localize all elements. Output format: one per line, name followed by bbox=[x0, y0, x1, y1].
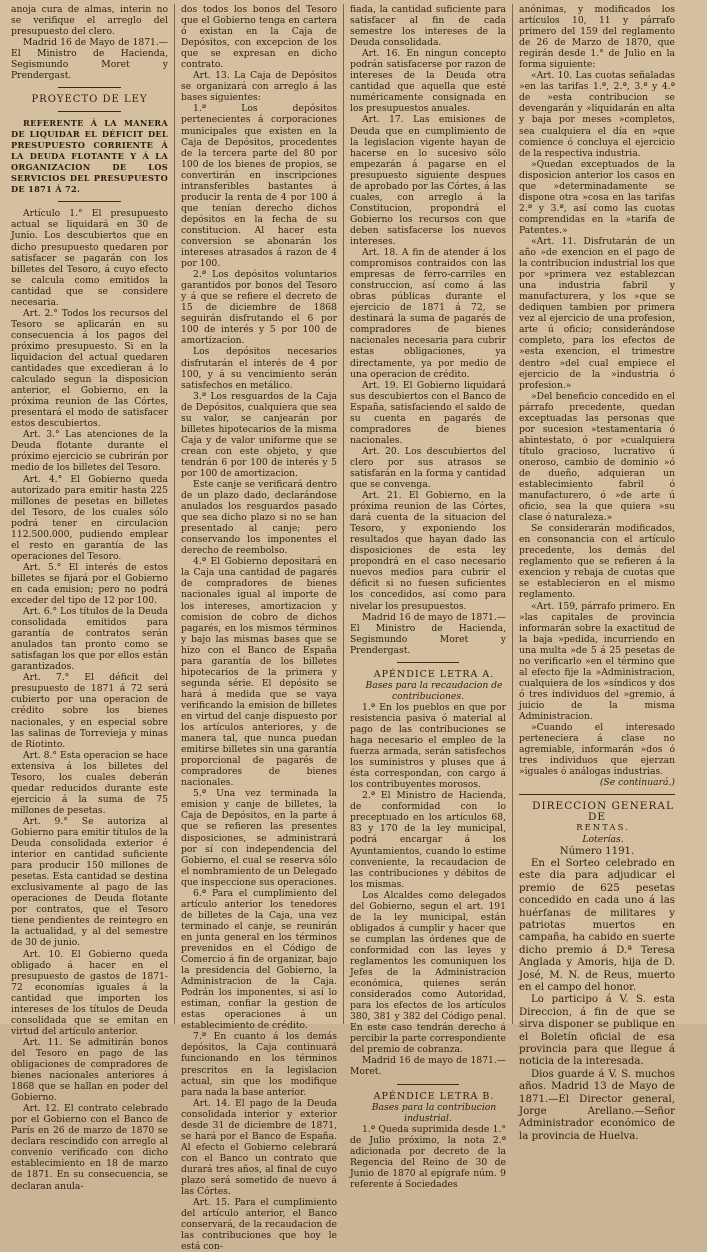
paragraph: 7.ª En cuanto á los demás depósitos, la Caja continuará funcionando en los términos prescritos en la legislacion actual, sin que los modifique para nada la base anterior. bbox=[181, 1031, 337, 1098]
paragraph: 1.ª Queda suprimida desde 1.° de Julio próximo, la nota 2.ª adicionada por decreto de la Regencia del Reino de 30 de Junio de 1870 al epígrafe núm. 9 referente á Sociedades bbox=[350, 1123, 506, 1190]
article: Art. 2.° Todos los recursos del Tesoro se aplicarán en su consecuencia á los pagos del próximo presupuesto. Si en la liquidacion del actual quedaren cantidades que excedieran á lo calculado segun la disposicion anterior, el Gobierno, en la próxima reunion de las Córtes, presentará el modo de satisfacer estos descubiertos. bbox=[11, 307, 168, 430]
paragraph: Art. 13. La Caja de Depósitos se organizará con arreglo á las bases siguientes: bbox=[181, 70, 337, 104]
paragraph: 1.ª Los depósitos pertenecientes á corporaciones municipales que existen en la Caja de Depósitos, procedentes de la tercera parte del 80 por 100 de los bienes de propios, se convertirán en inscripciones intransferibles bastantes á producir la renta de 4 por 100 á que tenían derecho dichos depósitos en la fecha de su constitucion. Al hacer esta conversion se abonarán los intereses atrasados á razon de 4 por 100. bbox=[181, 103, 337, 270]
column-3 bbox=[343, 4, 512, 1190]
article: Art. 5.° El interés de estos billetes se fijará por el Gobierno en cada emision; pero no podrá exceder del tipo de 12 por 100. bbox=[11, 561, 168, 607]
paragraph: «Art. 11. Disfrutarán de un año »de exencion en el pago de la contribucion industrial los que por »primera vez establezcan una industria fabril y manufacturera, y los »que se dediquen tambien por primera vez al ejercicio de una profesion, arte ú oficio; considerándose completo, para los efectos de »esta exencion, el trimestre dentro »del cual empiece el ejercicio de la »industria ó profesion.» bbox=[519, 235, 675, 391]
column-4 bbox=[512, 4, 681, 1142]
paragraph: Art. 21. El Gobierno, en la próxima reunion de las Córtes, dará cuenta de la situacion del Tesoro, y exponiendo los resultados que hayan dado las disposiciones de esta ley propondrá en el caso necesario nuevos medios para cubrir el déficit si no fuesen suficientes los concedidos, así como para nivelar los presupuestos. bbox=[350, 490, 506, 612]
section-title: PROYECTO DE LEY bbox=[31, 94, 148, 106]
paragraph: Art. 20. Los descubiertos del clero por sus atrasos se satisfarán en la forma y cantidad que se convenga. bbox=[350, 445, 506, 491]
paragraph: Los depósitos necesarios disfrutarán el interés de 4 por 100, y á su vencimiento serán satisfechos en metálico. bbox=[181, 346, 337, 391]
article: Art. 3.° Las atenciones de la Deuda flotante durante el próximo ejercicio se cubrirán por medio de los billetes del Tesoro. bbox=[11, 429, 168, 474]
paragraph: 1.ª En los pueblos en que por resistencia pasiva ó material al pago de las contribuciones se haga necesario el empleo de la fuerza armada, serán satisfechos los suministros y pluses que á ésta correspondan, con cargo á los contribuyentes morosos. bbox=[350, 701, 506, 791]
annex-b-subtitle: Bases para la contribucion industrial. bbox=[371, 1101, 497, 1124]
divider bbox=[519, 794, 675, 795]
paragraph: Art. 15. Para el cumplimiento del artículo anterior, el Banco conservará, de la recaudacion de las contribuciones que hoy le está con- bbox=[181, 1197, 337, 1252]
loterias-label: Loterías. bbox=[582, 834, 624, 846]
paragraph: 5.ª Una vez terminada la emision y canje de billetes, la Caja de Depósitos, en la parte á que se refieren las presentes disposiciones, se administrará por sí con independencia del Gobierno, el cual se reserva sólo el nombramiento de un Delegado que inspeccione sus operaciones. bbox=[181, 788, 337, 888]
lottery-paragraph: Dios guarde á V. S. muchos años. Madrid 13 de Mayo de 1871.—El Director general, Jorge Arellano.—Señor Administrador económico de la provincia de Huelva. bbox=[519, 1068, 675, 1142]
paragraph: anónimas, y modificados los artículos 10, 11 y párrafo primero del 159 del reglamento de 26 de Marzo de 1870, que regirán desde 1.° de Julio en la forma siguiente: bbox=[519, 4, 675, 71]
paragraph: Art. 19. El Gobierno liquidará sus descubiertos con el Banco de España, satisfaciendo el saldo de su cuenta en pagarés de compradores de bienes nacionales. bbox=[350, 379, 506, 446]
paragraph: 4.ª El Gobierno depositará en la Caja una cantidad de pagarés de compradores de bienes nacionales igual al importe de los intereses, amortizacion y comision de cobro de dichos pagarés, en los mismos términos y bajo las mismas bases que se hizo con el Banco de España para garantía de los billetes hipotecarios de la primera y segunda série. El depósito se hará á medida que se vaya verificando la emision de billetes en virtud del canje dispuesto por los artículos anteriores, y de manera tal, que nunca puedan emitirse billetes sin una garantía proporcional de pagarés de compradores de bienes nacionales. bbox=[181, 556, 337, 789]
divider bbox=[58, 87, 121, 88]
continued-note: (Se continuará.) bbox=[599, 777, 675, 789]
paragraph: »Quedan exceptuados de la disposicion anterior los casos en que »determinadamente se dispone otra »cosa en las tarifas 2.ª y 3.ª, así como las cuotas comprendidas en la »tarifa de Patentes.» bbox=[519, 158, 675, 236]
paragraph: dos todos los bonos del Tesoro que el Gobierno tenga en cartera ó existan en la Caja de Depósitos, con excepcion de los que se expresan en dicho contrato. bbox=[181, 4, 337, 71]
paragraph: Art. 17. Las emisiones de Deuda que en cumplimiento de la legislacion vigente hayan de hacerse en lo sucesivo sólo empezarán á pagarse en el presupuesto siguiente despues de aprobado por las Córtes, á las cuales, con arreglo á la Constitucion, propondrá el Gobierno los recursos con que deben satisfacerse los nuevos intereses. bbox=[350, 114, 506, 247]
direction-subtitle: RENTAS. bbox=[576, 823, 630, 834]
numero-label: Número 1191. bbox=[559, 845, 635, 857]
paragraph: Art. 18. A fin de atender á los compromisos contraidos con las empresas de ferro-carriles en construccion, así como á las obras públicas durante el ejercicio de 1871 á 72, se destinará la suma de pagarés de compradores de bienes nacionales necesaria para cubrir estas obligaciones, ya directamente, ya por medio de una operacion de crédito. bbox=[350, 247, 506, 380]
paragraph: «Art. 159, párrafo primero. En »las capitales de provincia informarán sobre la exactitud de la baja »pedida, incurriendo en una multa »de 5 á 25 pesetas de no verificarlo »en el término que al efecto fije la »Administracion, cualquiera de los »síndicos y dos ó tres individuos del »gremio, á juicio de la misma Administracion. bbox=[519, 600, 675, 722]
paragraph: Art. 14. El pago de la Deuda consolidada interior y exterior desde 31 de diciembre de 1871, se hará por el Banco de España. Al efecto el Gobierno celebrará con el Banco un contrato que durará tres años, al final de cuyo plazo será sometido de nuevo á las Córtes. bbox=[181, 1097, 337, 1198]
lottery-paragraph: Lo participo á V. S. esta Direccion, á fin de que se sirva disponer se publique en el Boletín oficial de esa provincia para que llegue á noticia de la interesada. bbox=[519, 994, 675, 1068]
annex-a-title: APÉNDICE LETRA A. bbox=[373, 668, 495, 680]
paragraph: «Art. 10. Las cuotas señaladas »en las tarifas 1.ª, 2.ª, 3.ª y 4.ª de »esta contribucion se devengarán y »liquidarán en alta y baja por meses »completos, sea cualquiera el día en »que comience ó concluya el ejercicio de la respectiva industria. bbox=[519, 70, 675, 159]
signature: Madrid 16 de mayo de 1871.—El Ministro de Hacienda, Segismundo Moret y Prendergast. bbox=[350, 611, 506, 656]
article: Artículo 1.° El presupuesto actual se liquidará en 30 de Junio. Los descubiertos que en dicho presupuesto quedaren por satisfacer se pagarán con los billetes del Tesoro, á cuyo efecto se calcula como emitidos la cantidad que se considere necesaria. bbox=[11, 208, 168, 308]
article: Art. 7.° El déficit del presupuesto de 1871 á 72 será cubierto por una operacion de crédito sobre los bienes nacionales, y en especial sobre las salinas de Torrevieja y minas de Riotinto. bbox=[11, 672, 168, 750]
annex-b-title: APÉNDICE LETRA B. bbox=[373, 1090, 495, 1102]
article: Art. 11. Se admitirán bonos del Tesoro en pago de las obligaciones de compradores de bienes nacionales anteriores á 1868 que se hallan en poder del Gobierno. bbox=[11, 1036, 168, 1104]
paragraph: 3.ª Los resguardos de la Caja de Depósitos, cualquiera que sea su valor, se canjearán por billetes hipotecarios de la misma Caja y de valor uniforme que se crean con este objeto, y que tendrán 6 por 100 de interés y 5 por 100 de amortizacion. bbox=[181, 390, 337, 479]
paragraph: 2.ª El Ministro de Hacienda, de conformidad con lo preceptuado en los artículos 68, 83 y 170 de la ley municipal, podrá encargar á los Ayuntamientos, cuando lo estime conveniente, la recaudacion de las contribuciones y débitos de los mismas. bbox=[350, 790, 506, 890]
intro-text: anoja cura de almas, interin no se verifique el arreglo del presupuesto del clero. bbox=[11, 4, 168, 38]
divider bbox=[397, 662, 459, 663]
paragraph: 2.ª Los depósitos voluntarios garantidos por bonos del Tesoro y á que se refiere el decreto de 15 de diciembre de 1868 seguirán disfrutando el 6 por 100 de interés y 5 por 100 de amortizacion. bbox=[181, 269, 337, 347]
article: Art. 6.° Los títulos de la Deuda consolidada emitidos para garantía de contratos serán anulados tan pronto como se satisfagan los que por ellos están garantizados. bbox=[11, 606, 168, 673]
paragraph: »Cuando el interesado perteneciera á clase no agremiable, informarán »dos ó tres individuos que ejerzan »iguales ó análogas industrias. bbox=[519, 722, 675, 778]
lottery-paragraph: En el Sorteo celebrado en este dia para adjudicar el premio de 625 pesetas concedido en cada uno á las huérfanas de militares y patriotas muertos en campaña, ha cabido en suerte dicho premio á D.ª Teresa Anglada y Amoris, hija de D. José, M. N. de Reus, muerto en el campo del honor. bbox=[519, 857, 675, 993]
paragraph: Este canje se verificará dentro de un plazo dado, declarándose anulados los resguardos pasado que sea dicho plazo si no se han presentado al canje; pero conservando los imponentes el derecho de reembolso. bbox=[181, 479, 337, 557]
signature: Madrid 16 de Mayo de 1871.—El Ministro de Hacienda, Segismundo Moret y Prendergast. bbox=[11, 37, 168, 82]
column-1 bbox=[5, 4, 174, 1192]
paragraph: »Del beneficio concedido en el párrafo precedente, quedan exceptuadas las personas que por sucesion »testamentaria ó abintestato, ó por »cualquiera título gracioso, lucrativo ú oneroso, cambio de dominio »ó de dueño, adquieran un establecimiento fabril ó manufacturero, ó »de arte ú oficio, sea la que quiera »su clase ó naturaleza.» bbox=[519, 390, 675, 524]
article: Art. 12. El contrato celebrado por el Gobierno con el Banco de París en 26 de marzo de 1870 se declara rescindido con arreglo al convenio verificado con dicho establecimiento en 18 de marzo de 1871. En su consecuencia, se declaran anula- bbox=[11, 1103, 168, 1192]
paragraph: Art. 16. En ningun concepto podrán satisfacerse por razon de intereses de la Deuda otra cantidad que aquella que esté numéricamente consignada en los presupuestos anuales. bbox=[350, 48, 506, 115]
paragraph: fiada, la cantidad suficiente para satisfacer al fin de cada semestre los intereses de la Deuda consolidada. bbox=[350, 4, 506, 49]
annex-a-subtitle: Bases para la recaudacion de contribuciones. bbox=[365, 679, 503, 702]
article: Art. 4.° El Gobierno queda autorizado para emitir hasta 225 millones de pesetas en billetes del Tesoro, de los cuales sólo podrá tener en circulacion 112.500.000, pudiendo emplear el resto en garantía de las operaciones del Tesoro. bbox=[11, 473, 168, 562]
divider bbox=[58, 201, 121, 202]
direction-title: DIRECCION GENERAL DE bbox=[532, 800, 674, 824]
paragraph: 6.ª Para el cumplimiento del artículo anterior los tenedores de billetes de la Caja, una vez terminado el canje, se reunirán en junta general en los términos prevenidos en el Código de Comercio á fin de organizar, bajo la presidencia del Gobierno, la Administracion de la Caja. Podrán los imponentes, si así lo estiman, confiar la gestion de estas operaciones á un establecimiento de crédito. bbox=[181, 887, 337, 1032]
decree-title: REFERENTE Á LA MANERA DE LIQUIDAR EL DÉFICIT DEL PRESUPUESTO CORRIENTE Á LA DEUDA FLOTANTE Y Á LA ORGANIZACION DE LOS SERVICIOS DEL PRESUPUESTO DE 1871 Á 72. bbox=[11, 118, 168, 195]
divider bbox=[397, 1084, 459, 1085]
paragraph: Los Alcaldes como delegados del Gobierno, segun el art. 191 de la ley municipal, están obligados á cumplir y hacer que se cumplan las órdenes que de conformidad con las leyes y reglamentos les comuniquen los Jefes de la Administracion económica, quienes serán considerados como Autoridad, para los efectos de los artículos 380, 381 y 382 del Código penal. En este caso tendrán derecho á percibir la parte correspondiente del premio de cobranza. bbox=[350, 889, 506, 1056]
divider bbox=[58, 111, 121, 112]
paragraph: Se considerarán modificados, en consonancia con el artículo precedente, los demás del reglamento que se refieren á la exencion y rebaja de cuotas que se establecieron en el mismo reglamento. bbox=[519, 523, 675, 601]
article: Art. 10. El Gobierno queda obligado á hacer en el presupuesto de gastos de 1871-72 economías iguales á la cantidad que importen los intereses de los títulos de Deuda consolidada que se emitan en virtud del artículo anterior. bbox=[11, 948, 168, 1037]
article: Art. 8.° Esta operacion se hace extensiva á los billetes del Tesoro, los cuales deberán quedar reducidos durante este ejercicio á la suma de 75 millones de pesetas. bbox=[11, 749, 168, 816]
signature: Madrid 16 de mayo de 1871.—Moret. bbox=[350, 1055, 506, 1078]
column-2 bbox=[174, 4, 343, 1252]
article: Art. 9.° Se autoriza al Gobierno para emitir títulos de la Deuda consolidada exterior é interior en cantidad suficiente para producir 150 millones de pesetas. Esta cantidad se destina exclusivamente al pago de las operaciones de Deuda flotante por contratos, que el Tesoro tiene pendientes de reintegro en la actualidad, y al del semestre de 30 de junio. bbox=[11, 815, 168, 949]
